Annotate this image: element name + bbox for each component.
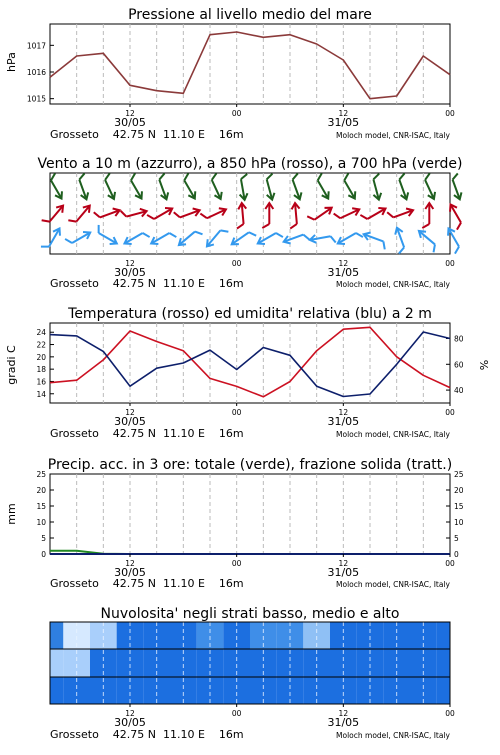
credit-label: Moloch model, CNR-ISAC, Italy (336, 580, 450, 589)
wind-barb-700hpa (262, 174, 279, 201)
wind-barb-flag (41, 243, 49, 250)
wind-barb-850hpa (444, 202, 466, 229)
time-tick-label: 00 (445, 559, 455, 568)
credit-label: Moloch model, CNR-ISAC, Italy (336, 280, 450, 289)
wind-barbs (41, 173, 467, 253)
wind-barb-flag (290, 224, 297, 229)
wind-barb-flag (249, 230, 256, 238)
y-tick-label: 16 (36, 377, 46, 387)
wind-barb-850hpa (42, 201, 66, 227)
wind-barb-flag (147, 213, 154, 221)
wind-barb-flag (331, 236, 336, 244)
temperature-series (50, 327, 450, 397)
wind-barb-10m (65, 226, 92, 248)
pressure-plot-frame (50, 24, 450, 104)
wind-time-axis (50, 259, 455, 290)
wind-barb-700hpa (126, 173, 148, 200)
y-tick-label: 20 (36, 486, 46, 495)
wind-barb-flag (210, 173, 218, 180)
wind-barb-850hpa (262, 203, 273, 228)
date-label: 30/05 (114, 566, 146, 579)
wind-barb-10m (282, 229, 309, 248)
cloud-cell-basso (50, 677, 63, 704)
wind-barb-staff (180, 232, 195, 245)
time-tick-label: 12 (125, 709, 135, 718)
wind-barb-flag (360, 213, 367, 221)
wind-barb-10m (122, 228, 149, 250)
wind-barb-flag (68, 217, 76, 225)
cloud-cell-basso (437, 677, 450, 704)
time-tick-label: 12 (125, 408, 135, 417)
date-label: 31/05 (327, 566, 360, 579)
wind-barb-10m (149, 228, 176, 250)
wind-barb-700hpa (312, 173, 334, 200)
time-tick-label: 00 (445, 709, 455, 718)
y-tick-label: 1017 (26, 41, 46, 51)
pressure-grid (77, 24, 424, 104)
date-label: 31/05 (327, 266, 360, 279)
y2-tick-label: 15 (454, 502, 464, 511)
y-tick-label: 24 (36, 328, 46, 338)
wind-barb-staff (50, 206, 63, 221)
wind-barb-10m (229, 227, 256, 250)
cloud-cell-medio (50, 649, 63, 677)
pressure-time-axis (50, 104, 455, 141)
y-tick-label: 20 (36, 352, 46, 362)
credit-label: Moloch model, CNR-ISAC, Italy (336, 731, 450, 740)
pressure-series (50, 32, 450, 99)
precipitation-ylabel: mm (5, 503, 18, 525)
time-tick-label: 00 (231, 259, 242, 268)
time-tick-label: 12 (338, 559, 349, 568)
date-label: 31/05 (327, 716, 360, 729)
y-tick-label: 25 (36, 470, 46, 479)
wind-barb-flag (103, 173, 111, 180)
date-label: 30/05 (114, 716, 146, 729)
wind-barb-flag (423, 173, 431, 180)
temperature-ylabel: gradi C (5, 345, 18, 385)
wind-barb-flag (381, 241, 387, 249)
y2-tick-label: 5 (454, 534, 459, 543)
y-tick-label: 0 (41, 550, 46, 559)
humidity-ylabel: % (478, 359, 491, 371)
location-label: Grosseto 42.75 N 11.10 E 16m (50, 277, 244, 290)
wind-barb-flag (291, 173, 299, 179)
cloud-title: Nuvolosita' negli strati basso, medio e alto (100, 606, 400, 622)
wind-barb-flag (398, 247, 406, 253)
wind-barb-850hpa (307, 202, 334, 225)
temperature-axes (36, 328, 463, 399)
cloud-cell-medio (437, 649, 450, 677)
wind-barb-flag (334, 212, 341, 220)
temperature-panel (5, 306, 491, 440)
time-tick-label: 00 (231, 408, 242, 417)
humidity-line (50, 332, 450, 397)
y-tick-label: 15 (36, 502, 46, 511)
wind-barb-flag (174, 211, 180, 219)
y-tick-label: 22 (36, 340, 46, 350)
temperature-time-axis (50, 403, 455, 440)
wind-barb-flag (220, 227, 228, 235)
y2-tick-label: 0 (454, 550, 459, 559)
wind-barb-700hpa (46, 173, 68, 200)
wind-barb-flag (307, 214, 314, 222)
y2-tick-label: 25 (454, 470, 464, 479)
wind-barb-850hpa (360, 202, 387, 224)
wind-barb-850hpa (334, 203, 361, 224)
location-label: Grosseto 42.75 N 11.10 E 16m (50, 577, 244, 590)
wind-barb-staff (295, 204, 297, 224)
time-tick-label: 12 (338, 109, 349, 118)
wind-barb-flag (451, 173, 459, 179)
cloud-time-axis (50, 704, 455, 741)
wind-barb-10m (414, 228, 440, 252)
wind-barb-flag (143, 231, 150, 239)
y2-tick-label: 10 (454, 518, 464, 527)
wind-barb-10m (176, 226, 202, 250)
date-label: 30/05 (114, 415, 146, 428)
location-label: Grosseto 42.75 N 11.10 E 16m (50, 427, 244, 440)
wind-barb-10m (390, 226, 409, 253)
y2-tick-label: 80 (454, 334, 464, 344)
wind-barb-flag (276, 231, 283, 239)
wind-barb-flag (42, 217, 50, 225)
cloud-cell-alto (437, 622, 450, 649)
time-tick-label: 00 (445, 259, 455, 268)
wind-barb-flag (200, 212, 207, 220)
wind-barb-flag (266, 174, 274, 180)
wind-barb-flag (95, 225, 102, 233)
wind-barb-10m (41, 225, 63, 252)
pressure-ylabel: hPa (5, 52, 18, 72)
pressure-panel (5, 7, 455, 141)
time-tick-label: 00 (231, 709, 242, 718)
precipitation-plot-frame (50, 474, 450, 554)
wind-barb-850hpa (94, 204, 121, 223)
precipitation-axes (36, 470, 463, 559)
credit-label: Moloch model, CNR-ISAC, Italy (336, 131, 450, 140)
wind-barb-staff (76, 206, 89, 221)
time-tick-label: 12 (338, 259, 349, 268)
wind-barb-10m (336, 228, 363, 250)
y-tick-label: 1015 (26, 94, 46, 104)
wind-barb-flag (94, 211, 100, 219)
wind-panel (37, 156, 466, 290)
date-label: 31/05 (327, 116, 360, 129)
wind-barb-10m (309, 232, 336, 247)
wind-barb-flag (398, 173, 406, 179)
wind-barb-850hpa (147, 202, 174, 224)
date-label: 31/05 (327, 415, 360, 428)
precipitation-panel (5, 457, 464, 590)
wind-barb-flag (169, 231, 176, 239)
time-tick-label: 00 (231, 559, 242, 568)
wind-barb-flag (453, 247, 461, 254)
credit-label: Moloch model, CNR-ISAC, Italy (336, 430, 450, 439)
cloud-cell-alto (50, 622, 63, 649)
precipitation-series (50, 551, 450, 554)
wind-title: Vento a 10 m (azzurro), a 850 hPa (rosso), a 700 hPa (verde) (37, 156, 463, 172)
wind-barb-10m (204, 225, 228, 251)
wind-barb-flag (430, 244, 438, 252)
wind-barb-flag (387, 211, 393, 219)
wind-barb-flag (372, 174, 380, 180)
y-tick-label: 1016 (26, 68, 46, 77)
wind-barb-flag (78, 173, 86, 179)
date-label: 30/05 (114, 116, 146, 129)
wind-barb-850hpa (174, 204, 201, 223)
wind-barb-700hpa (179, 173, 201, 200)
wind-barb-flag (158, 173, 166, 179)
y-tick-label: 18 (36, 365, 46, 375)
wind-barb-10m (361, 230, 388, 249)
wind-barb-850hpa (422, 203, 433, 228)
time-tick-label: 00 (445, 109, 455, 118)
y-tick-label: 14 (36, 389, 46, 399)
y2-tick-label: 20 (454, 486, 464, 495)
y2-tick-label: 40 (454, 386, 464, 396)
temperature-line (50, 327, 450, 397)
precipitation-time-axis (50, 554, 455, 590)
wind-barb-850hpa (387, 204, 414, 223)
wind-barb-flag (455, 223, 463, 230)
y-tick-label: 10 (36, 518, 46, 527)
wind-barb-flag (237, 224, 244, 229)
wind-barb-850hpa (68, 201, 92, 227)
wind-barb-flag (240, 174, 248, 179)
y-tick-label: 5 (41, 534, 46, 543)
time-tick-label: 12 (338, 408, 349, 417)
cloud-panel (50, 606, 455, 741)
precipitation-grid (77, 474, 424, 554)
location-label: Grosseto 42.75 N 11.10 E 16m (50, 128, 244, 141)
wind-barb-10m (256, 228, 283, 250)
location-label: Grosseto 42.75 N 11.10 E 16m (50, 728, 244, 741)
wind-barb-flag (195, 229, 203, 237)
time-tick-label: 12 (125, 559, 135, 568)
time-tick-label: 12 (338, 709, 349, 718)
wind-barb-700hpa (339, 173, 361, 200)
time-tick-label: 00 (445, 408, 455, 417)
wind-barb-staff (420, 232, 435, 245)
pressure-title: Pressione al livello medio del mare (128, 7, 372, 23)
wind-barb-flag (65, 237, 72, 245)
wind-barb-10m (93, 225, 120, 247)
cloud-heatmap (50, 622, 450, 704)
pressure-line (50, 32, 450, 99)
precipitation-title: Precip. acc. in 3 ore: totale (verde), frazione solida (tratt.) (47, 457, 453, 473)
wind-barb-10m (442, 226, 464, 253)
time-tick-label: 00 (231, 109, 242, 118)
wind-barb-flag (356, 231, 363, 239)
wind-barb-flag (121, 210, 127, 218)
wind-barb-700hpa (236, 174, 251, 201)
temperature-title: Temperatura (rosso) ed umidita' relativa (blu) a 2 m (68, 306, 432, 322)
y2-tick-label: 60 (454, 360, 464, 370)
wind-barb-700hpa (369, 174, 386, 201)
date-label: 30/05 (114, 266, 146, 279)
wind-barb-850hpa (121, 204, 148, 221)
wind-barb-staff (242, 204, 244, 224)
wind-barb-850hpa (200, 203, 227, 224)
time-tick-label: 12 (125, 109, 135, 118)
time-tick-label: 12 (125, 259, 135, 268)
